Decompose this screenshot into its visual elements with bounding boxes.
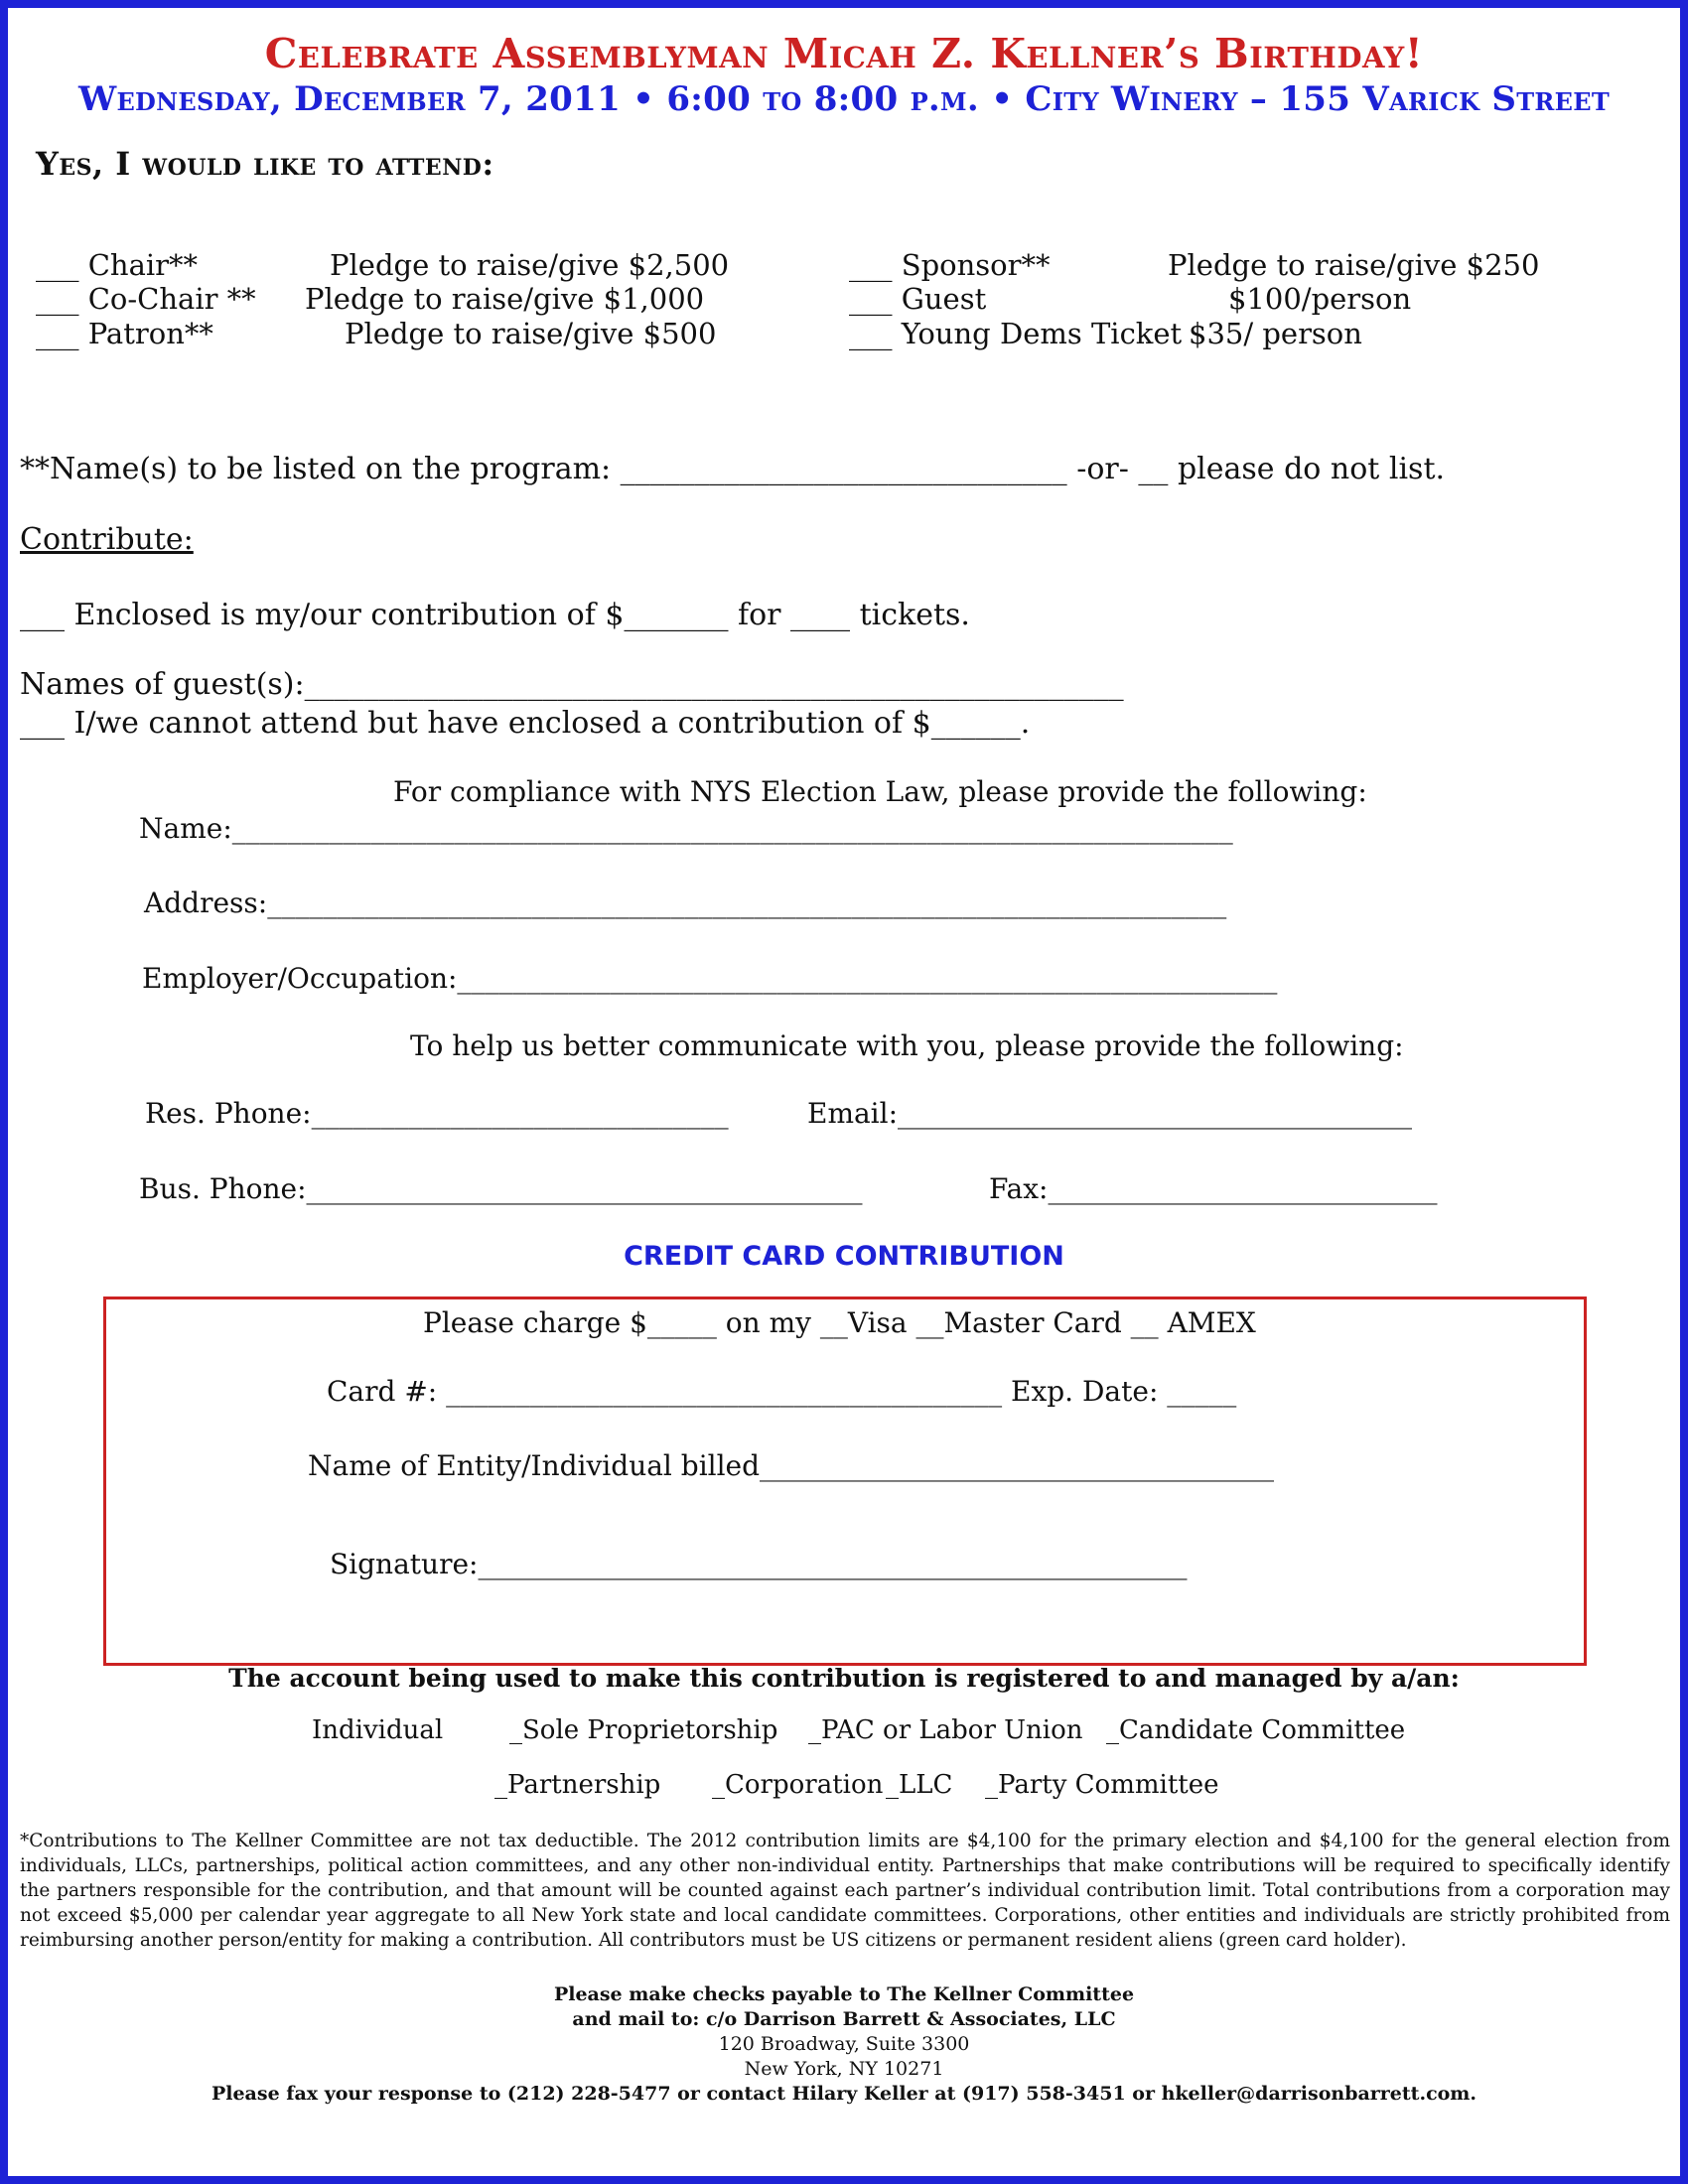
program-listing-line[interactable]: **Name(s) to be listed on the program: ______________________________ -or- __ please do not list. xyxy=(20,452,1446,486)
account-partnership[interactable]: _Partnership xyxy=(494,1770,661,1800)
account-individual[interactable]: Individual xyxy=(312,1715,444,1745)
mailing-line-street: 120 Broadway, Suite 3300 xyxy=(718,2033,970,2055)
level-patron[interactable]: ___ Patron** xyxy=(36,317,213,350)
account-pac-labor-union[interactable]: _PAC or Labor Union xyxy=(808,1715,1083,1745)
name-field[interactable]: Name:________________________________________________________________________ xyxy=(139,812,1233,845)
level-sponsor[interactable]: ___ Sponsor** xyxy=(849,248,1051,282)
communicate-intro: To help us better communicate with you, please provide the following: xyxy=(410,1029,1404,1062)
guest-names-line[interactable]: Names of guest(s):_______________________________________________________ xyxy=(20,667,1124,702)
level-co-chair[interactable]: ___ Co-Chair ** xyxy=(36,282,256,316)
contribute-heading: Contribute: xyxy=(20,522,194,557)
res-phone-field[interactable]: Res. Phone:______________________________ xyxy=(145,1097,729,1130)
attend-heading: Yes, I would like to attend: xyxy=(36,145,494,183)
level-chair[interactable]: ___ Chair** xyxy=(36,248,199,282)
address-field[interactable]: Address:_____________________________________________________________________ xyxy=(144,887,1227,919)
account-intro: The account being used to make this contribution is registered to and managed by a/an: xyxy=(228,1664,1460,1693)
email-field[interactable]: Email:_____________________________________ xyxy=(807,1097,1413,1130)
bus-phone-field[interactable]: Bus. Phone:________________________________________ xyxy=(139,1172,863,1205)
event-details: Wednesday, December 7, 2011 • 6:00 to 8:00 p.m. • City Winery – 155 Varick Street xyxy=(77,79,1611,119)
signature-field[interactable]: Signature:___________________________________________________ xyxy=(330,1548,1188,1580)
employer-field[interactable]: Employer/Occupation:___________________________________________________________ xyxy=(142,962,1278,995)
level-co-chair-pledge: Pledge to raise/give $1,000 xyxy=(305,282,705,316)
event-title: Celebrate Assemblyman Micah Z. Kellner’s Birthday! xyxy=(264,30,1424,77)
level-guest-price: $100/person xyxy=(1228,282,1412,316)
mailing-line-payable: Please make checks payable to The Kellner Committee xyxy=(553,1983,1135,2005)
level-chair-pledge: Pledge to raise/give $2,500 xyxy=(330,248,730,282)
mailing-line-contact: Please fax your response to (212) 228-5477 or contact Hilary Keller at (917) 558-3451 or hkeller@darrisonbarrett.com. xyxy=(211,2083,1477,2105)
compliance-intro: For compliance with NYS Election Law, please provide the following: xyxy=(393,775,1367,808)
fax-field[interactable]: Fax:____________________________ xyxy=(989,1172,1438,1205)
account-llc[interactable]: _LLC xyxy=(886,1770,953,1800)
account-corporation[interactable]: _Corporation xyxy=(712,1770,884,1800)
credit-card-heading: CREDIT CARD CONTRIBUTION xyxy=(624,1241,1064,1272)
account-candidate-committee[interactable]: _Candidate Committee xyxy=(1106,1715,1406,1745)
level-sponsor-pledge: Pledge to raise/give $250 xyxy=(1168,248,1540,282)
mailing-info xyxy=(0,1982,1688,2107)
enclosed-contribution-line[interactable]: ___ Enclosed is my/our contribution of $_______ for ____ tickets. xyxy=(20,598,970,632)
mailing-line-address: and mail to: c/o Darrison Barrett & Associates, LLC xyxy=(572,2008,1116,2030)
charge-line[interactable]: Please charge $_____ on my __Visa __Master Card __ AMEX xyxy=(423,1306,1256,1339)
level-young-dems[interactable]: ___ Young Dems Ticket xyxy=(849,317,1183,350)
billed-name-field[interactable]: Name of Entity/Individual billed_____________________________________ xyxy=(308,1449,1275,1482)
account-sole-proprietorship[interactable]: _Sole Proprietorship xyxy=(509,1715,778,1745)
fine-print: *Contributions to The Kellner Committee are not tax deductible. The 2012 contribution limits are $4,100 for the primary election and $4,100 for the general election from individuals, LLCs, partnerships, political action committees, and any other non-individual entity. Partnerships that make contributions will be required to specifically identify the partners responsible for the contribution, and that amount will be counted against each partner’s individual contribution limit. Total contributions from a corporation may not exceed $5,000 per calendar year aggregate to all New York state and local candidate committees. Corporations, other entities and individuals are strictly prohibited from reimbursing another person/entity for making a contribution. All contributors must be US citizens or permanent resident aliens (green card holder). xyxy=(20,1831,1670,1951)
level-guest[interactable]: ___ Guest xyxy=(849,282,987,316)
mailing-line-city: New York, NY 10271 xyxy=(744,2058,944,2080)
level-young-dems-price: $35/ person xyxy=(1189,317,1362,350)
cannot-attend-line[interactable]: ___ I/we cannot attend but have enclosed a contribution of $______. xyxy=(20,706,1031,741)
level-patron-pledge: Pledge to raise/give $500 xyxy=(345,317,717,350)
account-party-committee[interactable]: _Party Committee xyxy=(985,1770,1219,1800)
card-number-field[interactable]: Card #: ________________________________________ Exp. Date: _____ xyxy=(327,1375,1237,1408)
